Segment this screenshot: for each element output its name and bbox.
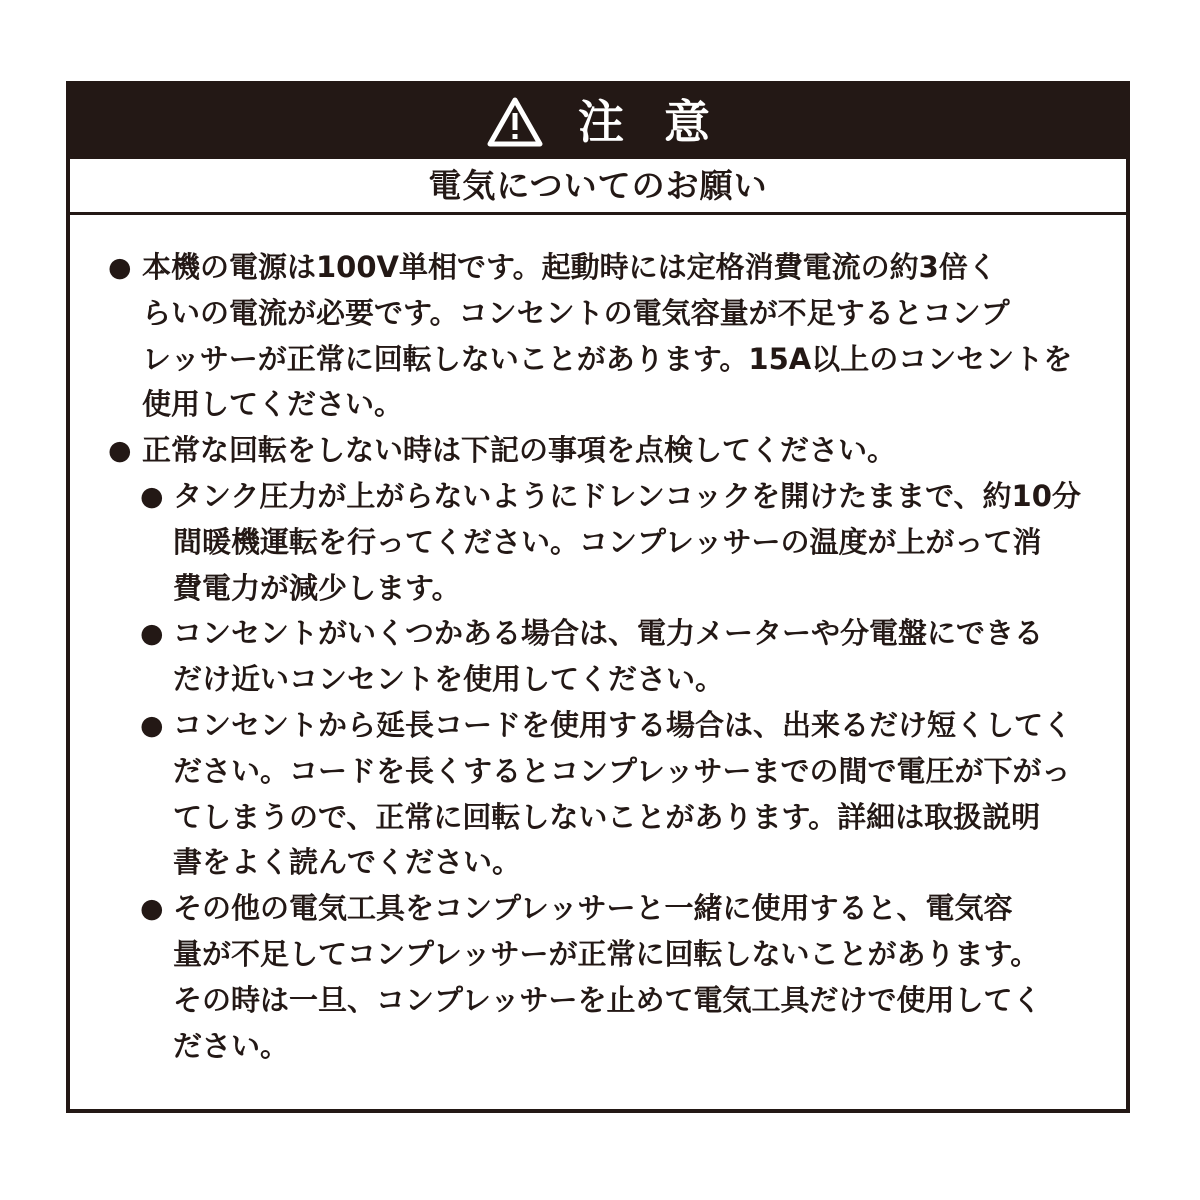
notice-line: 間暖機運転を行ってください。コンプレッサーの温度が上がって消	[173, 524, 1042, 559]
notice-line: レッサーが正常に回転しないことがあります。15A以上のコンセントを	[142, 341, 1073, 376]
notice-line: タンク圧力が上がらないようにドレンコックを開けたままで、約10分	[173, 479, 1081, 513]
caution-title: 注意	[578, 95, 750, 149]
bullet-icon: ●	[140, 618, 164, 650]
notice-line: 費電力が減少します。	[173, 570, 461, 605]
bullet-icon: ●	[108, 252, 132, 283]
bullet-icon: ●	[108, 435, 132, 467]
notice-line: ださい。コードを長くするとコンプレッサーまでの間で電圧が下がっ	[173, 753, 1071, 788]
bullet-icon: ●	[140, 893, 164, 925]
notice-line: ださい。	[173, 1028, 290, 1063]
notice-line: 本機の電源は100V単相です。起動時には定格消費電流の約3倍く	[142, 250, 997, 284]
notice-line: てしまうので、正常に回転しないことがあります。詳細は取扱説明	[173, 799, 1041, 834]
notice-line: コンセントがいくつかある場合は、電力メーターや分電盤にできる	[173, 616, 1044, 651]
caution-header	[70, 85, 1126, 159]
bullet-icon: ●	[140, 710, 164, 741]
subtitle-row	[70, 159, 1126, 215]
caution-notice	[66, 81, 1130, 1113]
notice-subtitle: 電気についてのお願い	[428, 166, 768, 205]
warning-triangle-icon	[486, 96, 544, 148]
notice-line: その他の電気工具をコンプレッサーと一緒に使用すると、電気容	[173, 891, 1013, 926]
notice-line: 正常な回転をしない時は下記の事項を点検してください。	[142, 433, 897, 468]
notice-line: 書をよく読んでください。	[173, 845, 522, 880]
notice-line: 使用してください。	[142, 387, 404, 422]
notice-line: らいの電流が必要です。コンセントの電気容量が不足するとコンプ	[142, 295, 1010, 330]
notice-line: コンセントから延長コードを使用する場合は、出来るだけ短くしてく	[173, 708, 1073, 742]
notice-line: だけ近いコンセントを使用してください。	[173, 662, 725, 697]
notice-line: 量が不足してコンプレッサーが正常に回転しないことがあります。	[173, 937, 1040, 971]
notice-line: その時は一旦、コンプレッサーを止めて電気工具だけで使用してく	[173, 982, 1042, 1017]
bullet-icon: ●	[140, 481, 164, 512]
